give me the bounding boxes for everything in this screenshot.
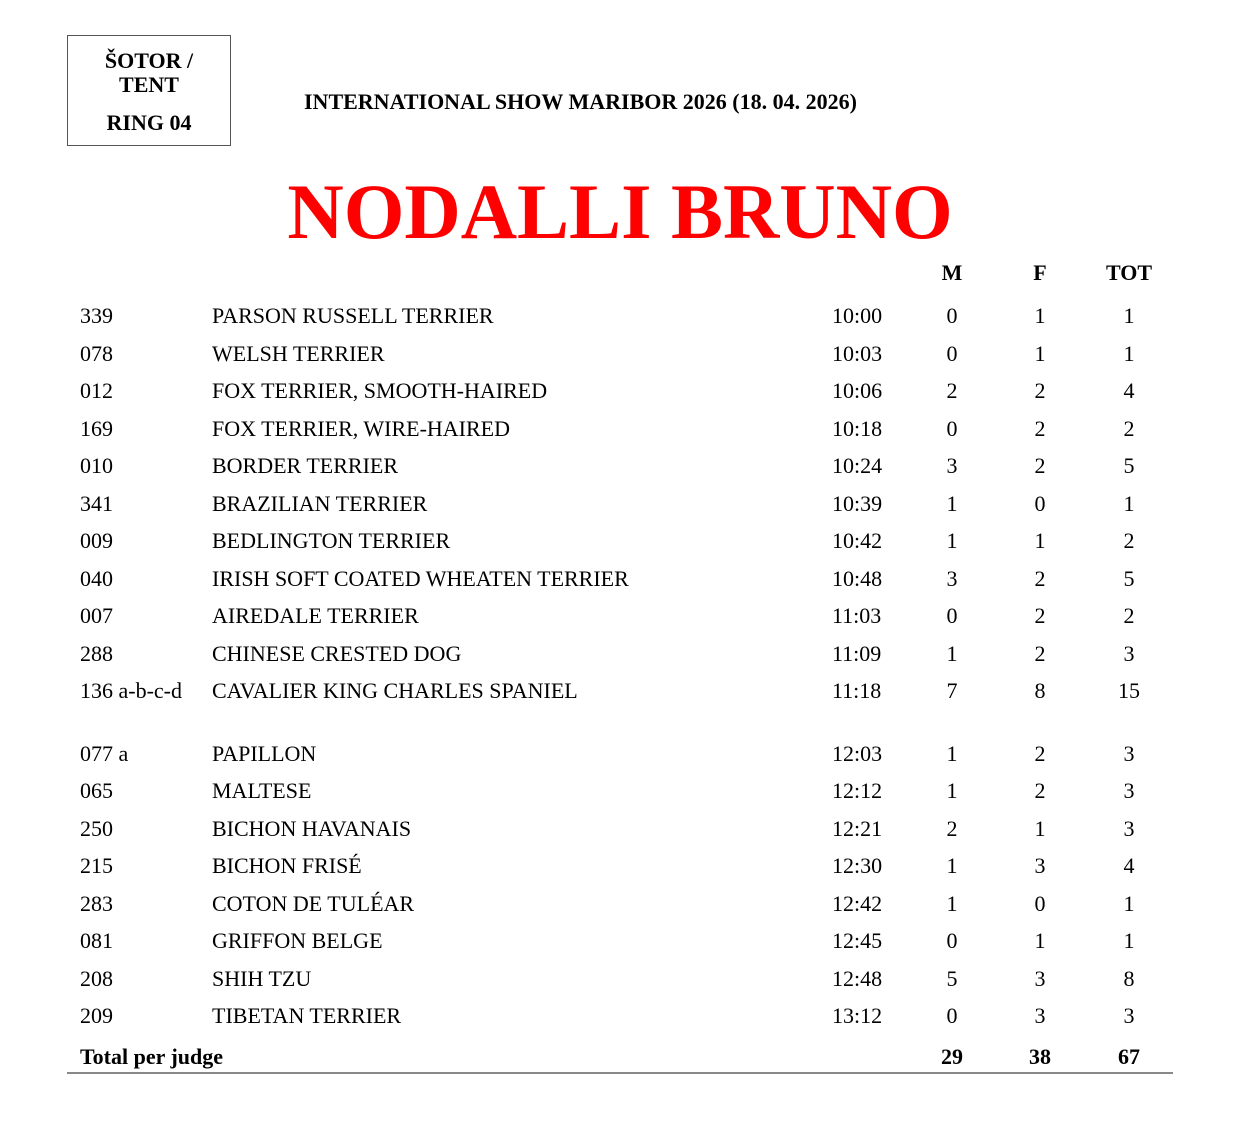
- females-count: 1: [1034, 341, 1046, 366]
- breed-code: 209: [80, 1003, 113, 1028]
- females-count: 1: [1034, 816, 1046, 841]
- males-count: 5: [946, 966, 958, 991]
- females-count: 2: [1034, 603, 1046, 628]
- females-count: 3: [1034, 853, 1046, 878]
- males-count: 2: [946, 816, 958, 841]
- total-count: 4: [1123, 378, 1135, 403]
- judging-time: 10:06: [832, 378, 883, 403]
- females-count: 2: [1034, 378, 1046, 403]
- total-count: 2: [1123, 528, 1135, 553]
- judge-name: NODALLI BRUNO: [287, 168, 953, 255]
- judging-time: 11:09: [832, 641, 882, 666]
- total-count: 3: [1123, 778, 1135, 803]
- total-count: 5: [1123, 566, 1135, 591]
- judging-time: 10:48: [832, 566, 883, 591]
- breed-code: 012: [80, 378, 113, 403]
- males-count: 1: [946, 778, 958, 803]
- breed-name: PAPILLON: [212, 741, 317, 766]
- total-count: 3: [1123, 816, 1135, 841]
- total-count: 1: [1123, 341, 1135, 366]
- total-count: 15: [1118, 678, 1140, 703]
- females-count: 2: [1034, 453, 1046, 478]
- ring-box-tent-label-en: TENT: [119, 72, 179, 97]
- males-count: 0: [946, 303, 958, 328]
- breed-name: GRIFFON BELGE: [212, 928, 383, 953]
- judging-time: 12:48: [832, 966, 883, 991]
- breed-code: 208: [80, 966, 113, 991]
- males-count: 0: [946, 416, 958, 441]
- total-count: 2: [1123, 416, 1135, 441]
- total-count: 2: [1123, 603, 1135, 628]
- females-count: 1: [1034, 928, 1046, 953]
- females-count: 3: [1034, 1003, 1046, 1028]
- breed-name: FOX TERRIER, SMOOTH-HAIRED: [212, 378, 548, 403]
- total-count: 1: [1123, 891, 1135, 916]
- bottom-divider: [67, 1072, 1173, 1074]
- females-count: 1: [1034, 303, 1046, 328]
- breed-code: 288: [80, 641, 113, 666]
- breed-name: BICHON HAVANAIS: [212, 816, 412, 841]
- males-count: 3: [946, 566, 958, 591]
- breed-code: 136 a-b-c-d: [80, 678, 183, 703]
- males-count: 1: [946, 641, 958, 666]
- show-title: INTERNATIONAL SHOW MARIBOR 2026 (18. 04. 2026): [304, 89, 857, 114]
- total-f: 38: [1029, 1044, 1051, 1069]
- judging-time: 10:18: [832, 416, 883, 441]
- breed-name: MALTESE: [212, 778, 312, 803]
- breed-name: PARSON RUSSELL TERRIER: [212, 303, 494, 328]
- males-count: 3: [946, 453, 958, 478]
- males-count: 1: [946, 853, 958, 878]
- breed-name: BORDER TERRIER: [212, 453, 399, 478]
- judging-time: 12:42: [832, 891, 883, 916]
- females-count: 2: [1034, 641, 1046, 666]
- males-count: 1: [946, 891, 958, 916]
- males-count: 0: [946, 928, 958, 953]
- judging-time: 12:03: [832, 741, 883, 766]
- total-count: 1: [1123, 491, 1135, 516]
- males-count: 1: [946, 491, 958, 516]
- breed-name: BRAZILIAN TERRIER: [212, 491, 428, 516]
- breed-code: 215: [80, 853, 113, 878]
- females-count: 2: [1034, 416, 1046, 441]
- males-count: 0: [946, 603, 958, 628]
- females-count: 3: [1034, 966, 1046, 991]
- breed-name: BICHON FRISÉ: [212, 853, 362, 878]
- total-count: 1: [1123, 303, 1135, 328]
- males-count: 2: [946, 378, 958, 403]
- judging-time: 10:24: [832, 453, 883, 478]
- total-count: 3: [1123, 641, 1135, 666]
- breed-code: 065: [80, 778, 113, 803]
- females-count: 2: [1034, 778, 1046, 803]
- breed-name: IRISH SOFT COATED WHEATEN TERRIER: [212, 566, 629, 591]
- judging-time: 10:39: [832, 491, 883, 516]
- judging-time: 11:03: [832, 603, 882, 628]
- breed-code: 078: [80, 341, 113, 366]
- females-count: 0: [1034, 491, 1046, 516]
- column-header-m: M: [941, 260, 963, 285]
- breed-code: 077 a: [80, 741, 129, 766]
- breed-code: 169: [80, 416, 113, 441]
- breed-name: COTON DE TULÉAR: [212, 891, 415, 916]
- total-count: 4: [1123, 853, 1135, 878]
- breed-name: SHIH TZU: [212, 966, 312, 991]
- breed-name: TIBETAN TERRIER: [212, 1003, 402, 1028]
- judging-time: 12:45: [832, 928, 883, 953]
- males-count: 7: [946, 678, 958, 703]
- breed-code: 250: [80, 816, 113, 841]
- total-label: Total per judge: [80, 1044, 224, 1069]
- total-m: 29: [941, 1044, 963, 1069]
- ring-box-tent-label: ŠOTOR /: [104, 48, 194, 73]
- column-header-tot: TOT: [1105, 260, 1153, 285]
- breed-code: 007: [80, 603, 113, 628]
- females-count: 1: [1034, 528, 1046, 553]
- column-header-f: F: [1033, 260, 1047, 285]
- females-count: 2: [1034, 566, 1046, 591]
- breed-name: CAVALIER KING CHARLES SPANIEL: [212, 678, 578, 703]
- judging-time: 10:42: [832, 528, 883, 553]
- breed-name: FOX TERRIER, WIRE-HAIRED: [212, 416, 511, 441]
- breed-code: 010: [80, 453, 113, 478]
- breed-code: 341: [80, 491, 113, 516]
- judging-time: 11:18: [832, 678, 882, 703]
- total-count: 8: [1123, 966, 1135, 991]
- females-count: 0: [1034, 891, 1046, 916]
- males-count: 0: [946, 1003, 958, 1028]
- breed-name: AIREDALE TERRIER: [212, 603, 419, 628]
- males-count: 1: [946, 741, 958, 766]
- breed-name: WELSH TERRIER: [212, 341, 385, 366]
- total-count: 1: [1123, 928, 1135, 953]
- judging-time: 12:30: [832, 853, 883, 878]
- total-count: 3: [1123, 1003, 1135, 1028]
- breed-code: 339: [80, 303, 113, 328]
- judging-time: 10:00: [832, 303, 883, 328]
- total-count: 5: [1123, 453, 1135, 478]
- total-tot: 67: [1118, 1044, 1140, 1069]
- judging-time: 13:12: [832, 1003, 883, 1028]
- breed-code: 081: [80, 928, 113, 953]
- females-count: 8: [1034, 678, 1046, 703]
- males-count: 1: [946, 528, 958, 553]
- judging-time: 10:03: [832, 341, 883, 366]
- total-count: 3: [1123, 741, 1135, 766]
- breed-name: BEDLINGTON TERRIER: [212, 528, 451, 553]
- breed-code: 040: [80, 566, 113, 591]
- judging-time: 12:12: [832, 778, 883, 803]
- males-count: 0: [946, 341, 958, 366]
- breed-code: 283: [80, 891, 113, 916]
- breed-name: CHINESE CRESTED DOG: [212, 641, 462, 666]
- females-count: 2: [1034, 741, 1046, 766]
- judging-time: 12:21: [832, 816, 883, 841]
- ring-number: RING 04: [106, 110, 192, 135]
- breed-code: 009: [80, 528, 113, 553]
- ring-box: [67, 35, 231, 146]
